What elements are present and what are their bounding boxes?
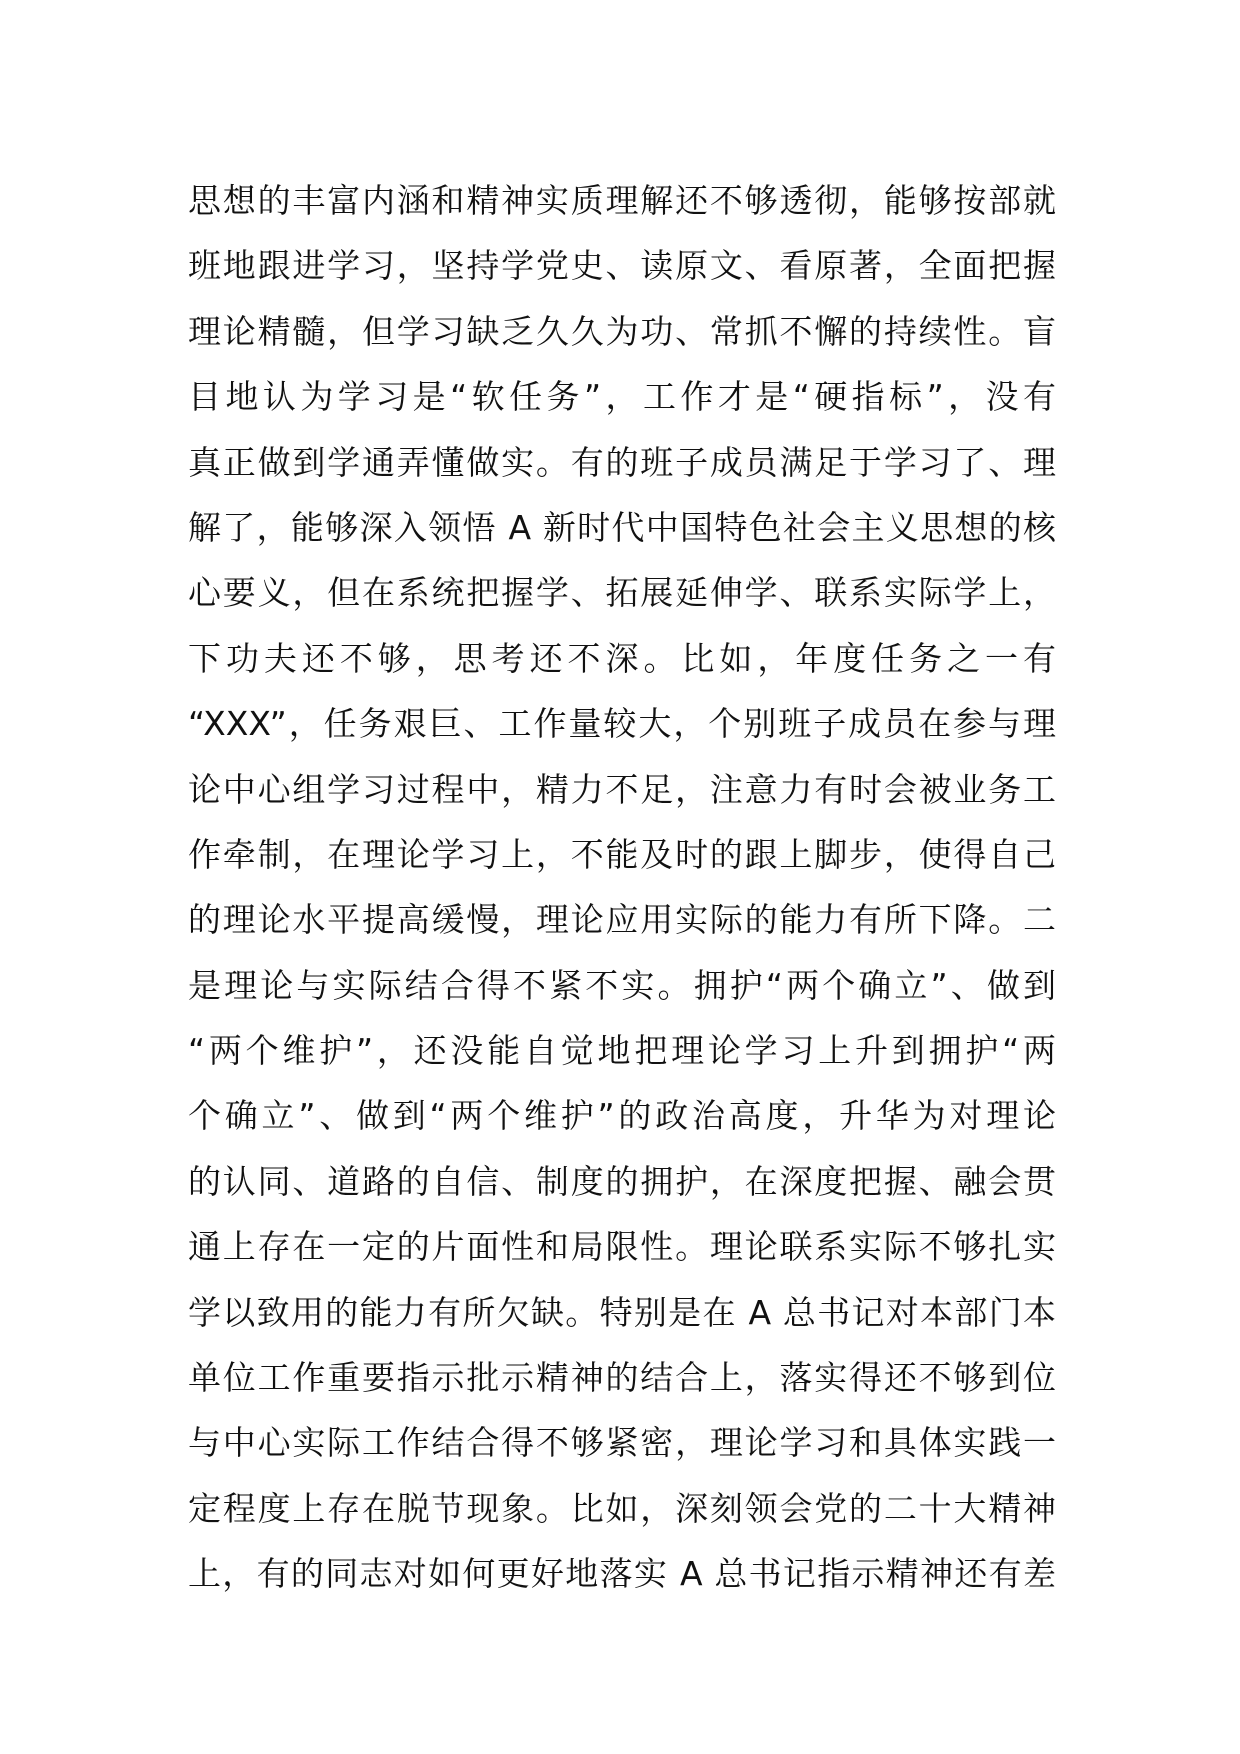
text-line: 与中心实际工作结合得不够紧密，理论学习和具体实践一 xyxy=(188,1423,1056,1463)
text-line: 真正做到学通弄懂做实。有的班子成员满足于学习了、理 xyxy=(188,442,1056,482)
text-line: 目地认为学习是“软任务”，工作才是“硬指标”，没有 xyxy=(188,377,1056,417)
text-line: 思想的丰富内涵和精神实质理解还不够透彻，能够按部就 xyxy=(188,181,1056,220)
body-text xyxy=(188,168,1056,1607)
text-line: 学以致用的能力有所欠缺。特别是在 A 总书记对本部门本 xyxy=(188,1292,1056,1332)
text-line: 个确立”、做到“两个维护”的政治高度，升华为对理论 xyxy=(188,1096,1056,1136)
text-line: 通上存在一定的片面性和局限性。理论联系实际不够扎实 xyxy=(188,1227,1056,1267)
text-line: 单位工作重要指示批示精神的结合上，落实得还不够到位 xyxy=(188,1358,1056,1398)
text-line: “XXX”，任务艰巨、工作量较大，个别班子成员在参与理 xyxy=(188,704,1056,744)
text-line: 理论精髓，但学习缺乏久久为功、常抓不懈的持续性。盲 xyxy=(188,311,1056,351)
text-line: 作牵制，在理论学习上，不能及时的跟上脚步，使得自己 xyxy=(188,834,1056,874)
text-line: 定程度上存在脱节现象。比如，深刻领会党的二十大精神 xyxy=(188,1488,1056,1528)
text-line: 上，有的同志对如何更好地落实 A 总书记指示精神还有差 xyxy=(188,1554,1056,1594)
text-line: 解了，能够深入领悟 A 新时代中国特色社会主义思想的核 xyxy=(188,507,1056,547)
text-line: 班地跟进学习，坚持学党史、读原文、看原著，全面把握 xyxy=(188,246,1056,286)
text-line: 下功夫还不够，思考还不深。比如，年度任务之一有 xyxy=(188,638,1056,678)
text-line: “两个维护”，还没能自觉地把理论学习上升到拥护“两 xyxy=(188,1031,1056,1071)
text-line: 论中心组学习过程中，精力不足，注意力有时会被业务工 xyxy=(188,769,1056,809)
text-line: 是理论与实际结合得不紧不实。拥护“两个确立”、做到 xyxy=(188,965,1056,1005)
text-line: 的认同、道路的自信、制度的拥护，在深度把握、融会贯 xyxy=(188,1161,1056,1201)
text-line: 的理论水平提高缓慢，理论应用实际的能力有所下降。二 xyxy=(188,900,1056,940)
text-line: 心要义，但在系统把握学、拓展延伸学、联系实际学上， xyxy=(188,573,1056,613)
